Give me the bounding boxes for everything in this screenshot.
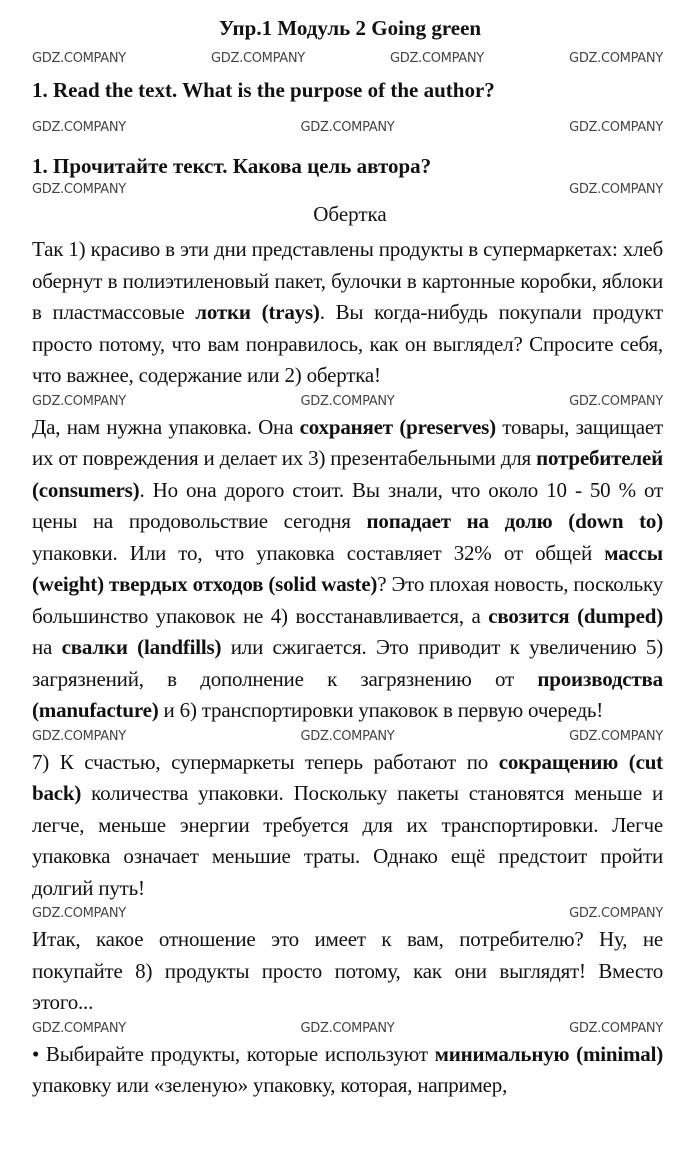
watermark: GDZ.COMPANY xyxy=(569,51,663,66)
watermark: GDZ.COMPANY xyxy=(32,906,126,921)
paragraph-2 xyxy=(32,412,663,727)
watermark: GDZ.COMPANY xyxy=(569,728,663,744)
text-segment: Да, нам нужна упаковка. Она xyxy=(32,414,300,439)
watermark: GDZ.COMPANY xyxy=(211,51,305,66)
text-title: Обертка xyxy=(313,202,387,226)
text-segment: 7) К счастью, супермаркеты теперь работают по xyxy=(32,749,499,774)
watermark: GDZ.COMPANY xyxy=(569,120,663,135)
watermark-row xyxy=(32,104,663,152)
watermark-row xyxy=(32,727,663,747)
bold-term: производства (manufacture) xyxy=(32,666,663,722)
text-segment: • Выбирайте продукты, которые используют xyxy=(32,1041,435,1066)
task-russian: 1. Прочитайте текст. Какова цель автора? xyxy=(32,154,432,178)
text-segment: упаковку или «зеленую» упаковку, которая, например, xyxy=(32,1073,508,1097)
text-segment: количества упаковки. Поскольку пакеты становятся меньше и легче, меньше энергии требуется для их транспортировки. Легче упаковка означает меньшие траты. Однако ещё предстоит пройти долгий путь! xyxy=(32,781,663,900)
page-title: Упр.1 Модуль 2 Going green xyxy=(218,16,482,40)
text-segment: . Но она дорого стоит. Вы знали, что около 10 - 50 % от цены на продовольствие сегодня xyxy=(32,477,663,533)
bold-term: сохраняет (preserves) xyxy=(299,414,496,439)
bold-term: свозится (dumped) xyxy=(488,603,663,628)
text-segment: . Вы когда-нибудь покупали продукт просто потому, что вам понравилось, как он выглядел? Спросите себя, что важнее, содержание или 2) обертка! xyxy=(32,300,663,387)
bold-term: попадает на долю (down to) xyxy=(366,509,663,533)
text-segment: или сжигается. Это приводит к увеличению 5) загрязнений, в дополнение к загрязнению от xyxy=(32,635,664,691)
text-segment: Итак, какое отношение это имеет к вам, потребителю? Ну, не покупайте 8) продукты просто потому, как они выглядят! Вместо этого... xyxy=(32,927,663,1014)
bold-term: свалки (landfills) xyxy=(61,635,222,659)
watermark: GDZ.COMPANY xyxy=(32,393,126,409)
bold-term: минимальную (minimal) xyxy=(434,1041,663,1066)
text-segment: ? Это плохая новость, поскольку большинство упаковок не 4) восстанавливается, а xyxy=(32,572,663,628)
bold-term: сокращению (cut back) xyxy=(32,749,663,805)
watermark: GDZ.COMPANY xyxy=(390,51,484,66)
text-segment: товары, защищает их от повреждения и делает их 3) презентабельными для xyxy=(32,414,663,470)
watermark-row xyxy=(32,904,663,924)
text-segment: и 6) транспортировки упаковок в первую очередь! xyxy=(158,698,604,722)
watermark: GDZ.COMPANY xyxy=(32,1020,126,1036)
watermark: GDZ.COMPANY xyxy=(300,120,395,135)
watermark-row xyxy=(32,42,663,76)
paragraph-5 xyxy=(32,1039,663,1102)
text-segment: Так 1) красиво в эти дни представлены продукты в супермаркетах: хлеб обернут в полиэтиленовый пакет, булочки в картонные коробки, яблоки в пластмассовые xyxy=(32,237,663,324)
watermark-row xyxy=(32,1019,663,1039)
watermark: GDZ.COMPANY xyxy=(569,1020,663,1036)
watermark-row xyxy=(32,180,663,200)
watermark: GDZ.COMPANY xyxy=(32,728,126,744)
text-segment: на xyxy=(32,635,62,659)
watermark: GDZ.COMPANY xyxy=(32,120,126,135)
paragraph-4 xyxy=(32,924,663,1019)
watermark: GDZ.COMPANY xyxy=(32,51,126,66)
watermark: GDZ.COMPANY xyxy=(32,182,126,197)
bold-term: потребителей (consumers) xyxy=(32,446,663,502)
bold-term: массы (weight) твердых отходов (solid waste) xyxy=(32,540,663,596)
watermark: GDZ.COMPANY xyxy=(569,182,663,197)
watermark: GDZ.COMPANY xyxy=(569,906,663,921)
watermark: GDZ.COMPANY xyxy=(300,728,395,744)
text-segment: упаковки. Или то, что упаковка составляет 32% от общей xyxy=(32,540,605,565)
watermark: GDZ.COMPANY xyxy=(300,393,395,409)
paragraph-3 xyxy=(32,747,663,905)
watermark: GDZ.COMPANY xyxy=(569,393,663,409)
watermark-row xyxy=(32,392,663,412)
watermark: GDZ.COMPANY xyxy=(300,1020,395,1036)
bold-term: лотки (trays) xyxy=(195,300,320,324)
paragraph-1 xyxy=(32,234,663,392)
task-english: 1. Read the text. What is the purpose of the author? xyxy=(32,78,495,102)
